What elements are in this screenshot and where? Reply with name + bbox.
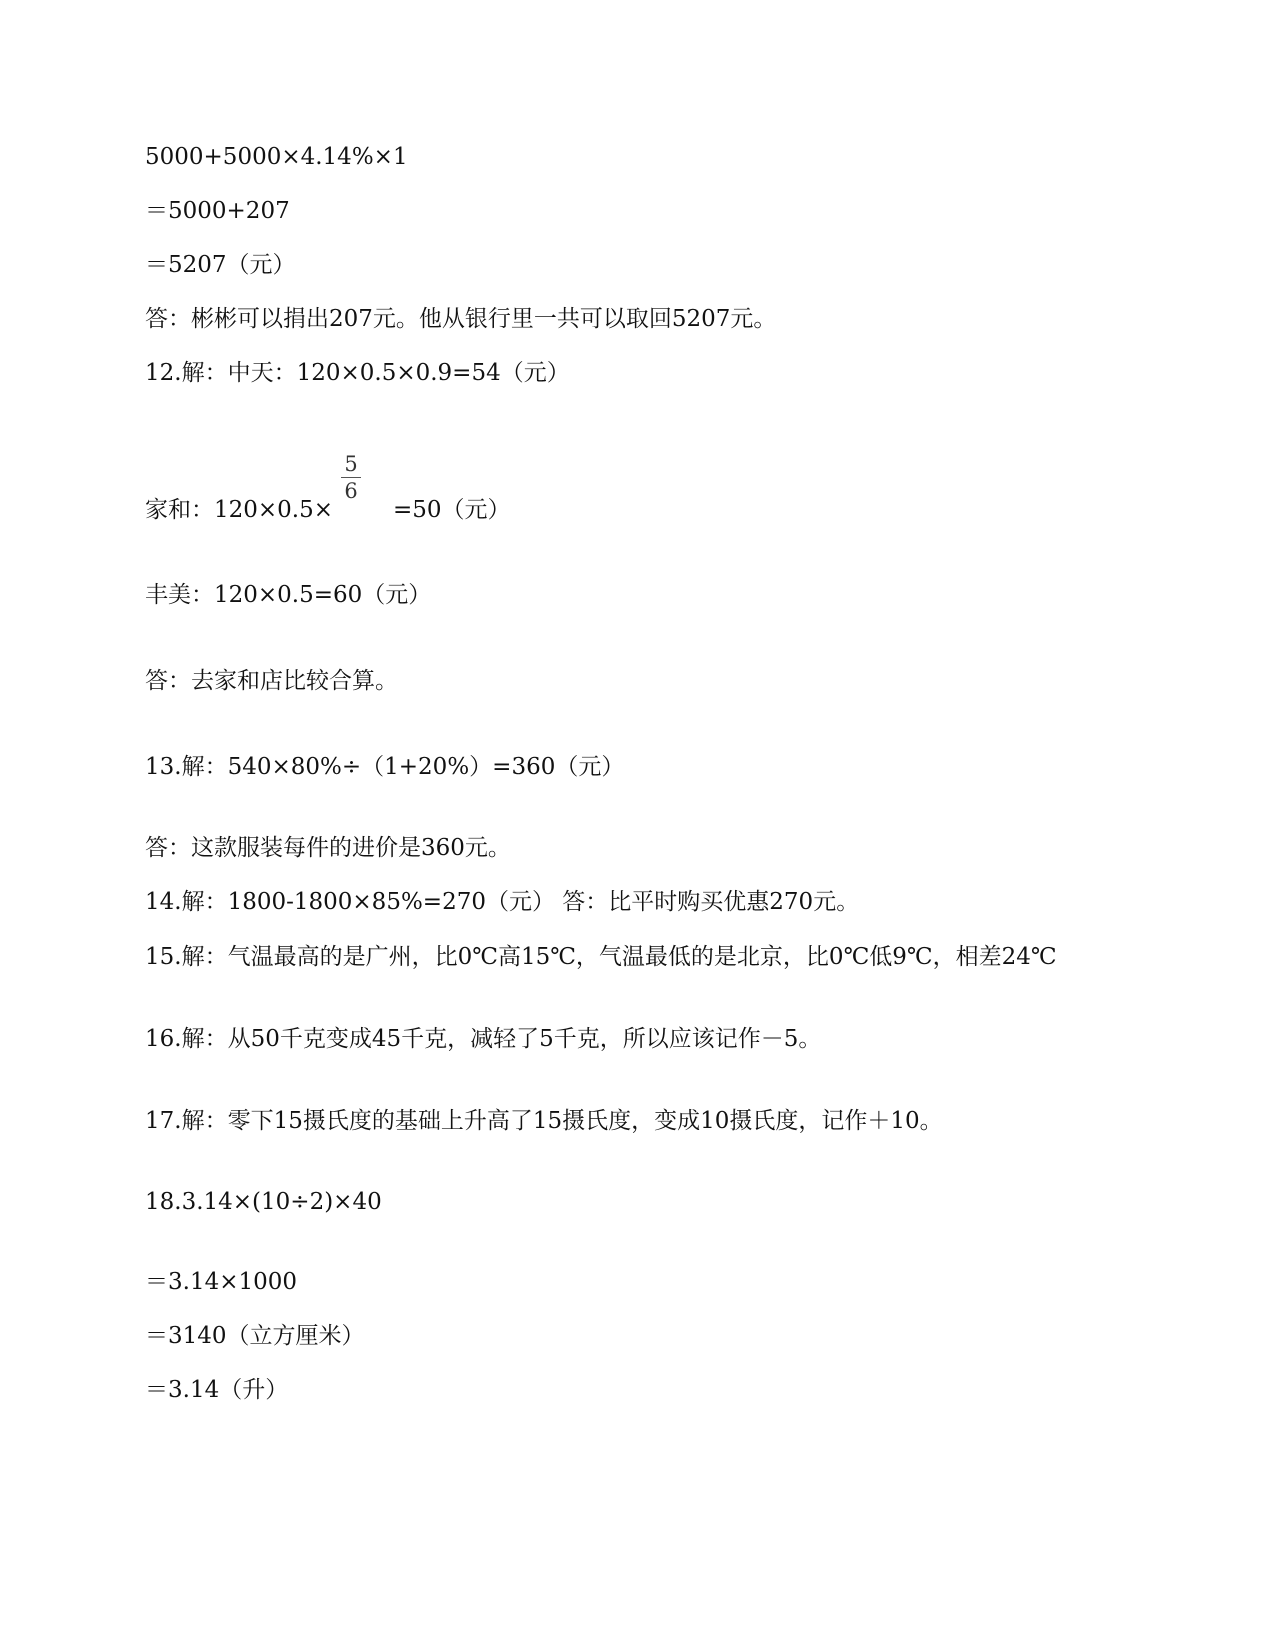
problem-13: 13.解：540×80%÷（1+20%）=360（元）: [145, 754, 625, 780]
calc-line-2: ＝5000+207: [145, 198, 290, 224]
problem-12-fengmei: 丰美：120×0.5=60（元）: [145, 582, 432, 608]
answer-line-12: 答：去家和店比较合算。: [145, 668, 398, 694]
calc-line-1: 5000+5000×4.14%×1: [145, 144, 408, 170]
problem-12-jiahe-left: 家和：120×0.5×: [145, 497, 334, 523]
fraction-five-sixths: [337, 452, 365, 503]
problem-17: 17.解：零下15摄氏度的基础上升高了15摄氏度，变成10摄氏度，记作＋10。: [145, 1108, 943, 1134]
problem-15: 15.解：气温最高的是广州，比0℃高15℃，气温最低的是北京，比0℃低9℃，相差24℃: [145, 944, 1057, 970]
problem-18-line-4: ＝3.14（升）: [145, 1377, 289, 1403]
fraction-bar: [341, 477, 361, 478]
problem-12-zhongtian: 12.解：中天：120×0.5×0.9=54（元）: [145, 360, 570, 386]
problem-18-line-1: 18.3.14×(10÷2)×40: [145, 1189, 382, 1215]
problem-12-jiahe-right: =50（元）: [393, 497, 511, 523]
problem-18-line-2: ＝3.14×1000: [145, 1269, 298, 1295]
answer-line-11: 答：彬彬可以捐出207元。他从银行里一共可以取回5207元。: [145, 306, 777, 332]
problem-16: 16.解：从50千克变成45千克，减轻了5千克，所以应该记作－5。: [145, 1026, 822, 1052]
problem-14: 14.解：1800-1800×85%=270（元） 答：比平时购买优惠270元。: [145, 889, 860, 915]
answer-line-13: 答：这款服装每件的进价是360元。: [145, 835, 511, 861]
calc-line-3: ＝5207（元）: [145, 252, 296, 278]
fraction-denominator: 6: [344, 479, 358, 503]
fraction-numerator: 5: [344, 452, 358, 476]
problem-18-line-3: ＝3140（立方厘米）: [145, 1323, 365, 1349]
